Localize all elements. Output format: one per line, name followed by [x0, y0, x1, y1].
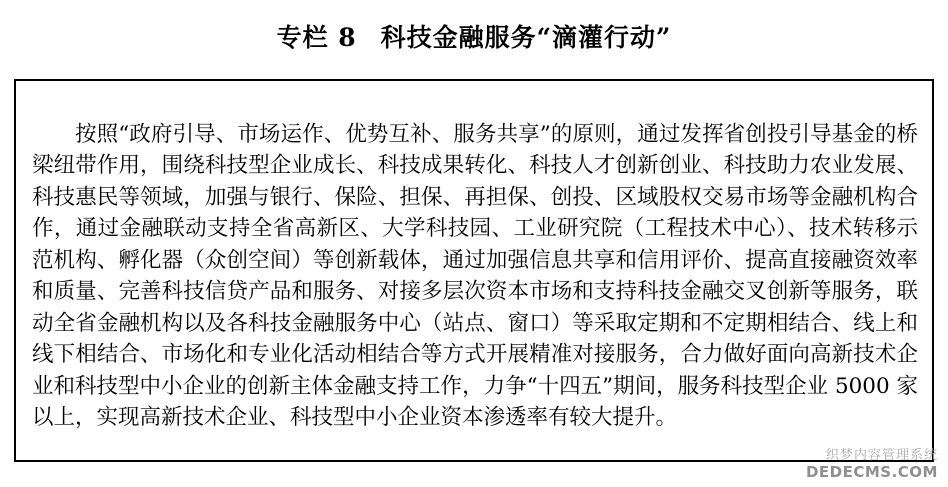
- watermark-cn-text: 织梦内容管理系统: [825, 447, 938, 463]
- body-paragraph: 按照“政府引导、市场运作、优势互补、服务共享”的原则，通过发挥省创投引导基金的桥梁纽带作用，围绕科技型企业成长、科技成果转化、科技人才创新创业、科技助力农业发展、科技惠民等领域，加强与银行、保险、担保、再担保、创投、区域股权交易市场等金融机构合作，通过金融联动支持全省高新区、大学科技园、工业研究院（工程技术中心）、技术转移示范机构、孵化器（众创空间）等创新载体，通过加强信息共享和信用评价、提高直接融资效率和质量、完善科技信贷产品和服务、对接多层次资本市场和支持科技金融交叉创新等服务，联动全省金融机构以及各科技金融服务中心（站点、窗口）等采取定期和不定期相结合、线上和线下相结合、市场化和专业化活动相结合等方式开展精准对接服务，合力做好面向高新技术企业和科技型中小企业的创新主体金融支持工作，力争“十四五”期间，服务科技型企业 5000 家以上，实现高新技术企业、科技型中小企业资本渗透率有较大提升。: [32, 121, 918, 430]
- page-title: [0, 0, 948, 70]
- page-title-prefix: 专栏 8: [276, 23, 357, 52]
- content-box: [14, 79, 934, 462]
- page-title-main: 科技金融服务“滴灌行动”: [380, 23, 672, 52]
- content-box-inner: [16, 81, 932, 465]
- watermark-en-text: DEDECMS.COM: [805, 462, 938, 481]
